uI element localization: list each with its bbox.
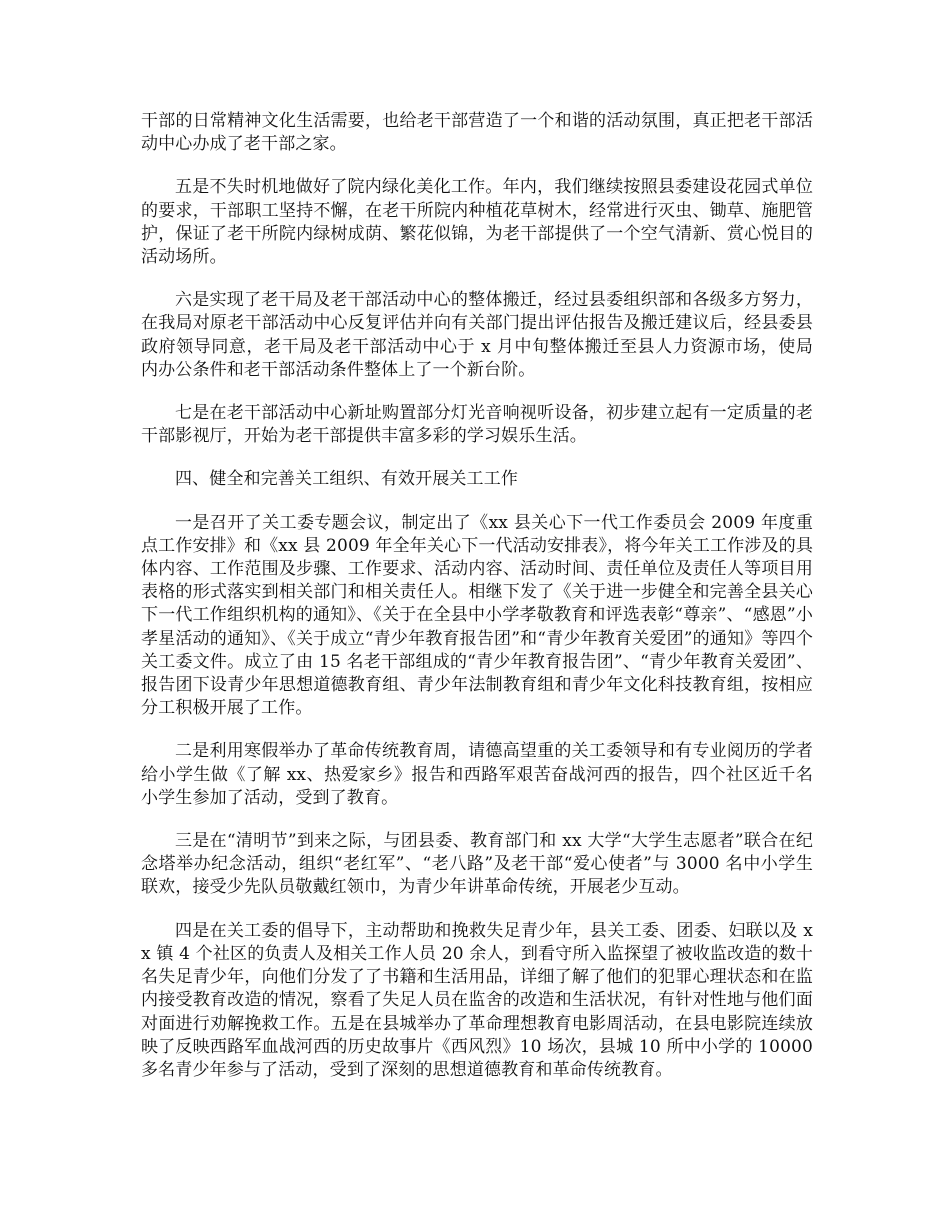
paragraph-2: 五是不失时机地做好了院内绿化美化工作。年内，我们继续按照县委建设花园式单位的要求，干部职工坚持不懈，在老干所院内种植花草树木，经常进行灭虫、锄草、施肥管护，保证了老干所院内绿树成荫、繁花似锦，为老干部提供了一个空气清新、赏心悦目的活动场所。 <box>141 177 813 268</box>
section-heading: 四、健全和完善关工组织、有效开展关工工作 <box>175 469 518 490</box>
paragraph-1: 干部的日常精神文化生活需要，也给老干部营造了一个和谐的活动氛围，真正把老干部活动中心办成了老干部之家。 <box>141 111 813 155</box>
paragraph-6: 二是利用寒假举办了革命传统教育周，请德高望重的关工委领导和有专业阅历的学者给小学生做《了解 xx、热爱家乡》报告和西路军艰苦奋战河西的报告，四个社区近千名小学生参加了活动，受到了教育。 <box>141 741 813 808</box>
paragraph-3: 六是实现了老干局及老干部活动中心的整体搬迁，经过县委组织部和各级多方努力，在我局对原老干部活动中心反复评估并向有关部门提出评估报告及搬迁建议后，经县委县政府领导同意，老干局及老干部活动中心于 x 月中旬整体搬迁至县人力资源市场，使局内办公条件和老干部活动条件整体上了一个新台阶。 <box>141 290 813 380</box>
paragraph-5: 一是召开了关工委专题会议，制定出了《xx 县关心下一代工作委员会 2009 年度重点工作安排》和《xx 县 2009 年全年关心下一代活动安排表》，将今年关工工作涉及的具体内容、工作范围及步骤、工作要求、活动内容、活动时间、责任单位及责任人等项目用表格的形式落实到相关部门和相关责任人。相继下发了《关于进一步健全和完善全县关心下一代工作组织机构的通知》、《关于在全县中小学孝敬教育和评选表彰“尊亲”、“感恩”小孝星活动的通知》、《关于成立“青少年教育报告团”和“青少年教育关爱团”的通知》等四个关工委文件。成立了由 15 名老干部组成的“青少年教育报告团”、“青少年教育关爱团”、报告团下设青少年思想道德教育组、青少年法制教育组和青少年文化科技教育组，按相应分工积极开展了工作。 <box>141 512 813 719</box>
document-page <box>141 110 813 1102</box>
paragraph-8: 四是在关工委的倡导下，主动帮助和挽救失足青少年，县关工委、团委、妇联以及 xx 镇 4 个社区的负责人及相关工作人员 20 余人，到看守所入监探望了被收监改造的数十名失足青少年，向他们分发了了书籍和生活用品，详细了解了他们的犯罪心理状态和在监内接受教育改造的情况，察看了失足人员在监舍的改造和生活状况，有针对性地与他们面对面进行劝解挽救工作。五是在县城举办了革命理想教育电影周活动，在县电影院连续放映了反映西路军血战河西的历史故事片《西风烈》10 场次，县城 10 所中小学的 10000 多名青少年参与了活动，受到了深刻的思想道德教育和革命传统教育。 <box>141 920 813 1080</box>
paragraph-4: 七是在老干部活动中心新址购置部分灯光音响视听设备，初步建立起有一定质量的老干部影视厅，开始为老干部提供丰富多彩的学习娱乐生活。 <box>141 403 813 447</box>
paragraph-7: 三是在“清明节”到来之际，与团县委、教育部门和 xx 大学“大学生志愿者”联合在纪念塔举办纪念活动，组织“老红军”、“老八路”及老干部“爱心使者”与 3000 名中小学生联欢，接受少先队员敬戴红领巾，为青少年讲革命传统，开展老少互动。 <box>141 831 813 898</box>
